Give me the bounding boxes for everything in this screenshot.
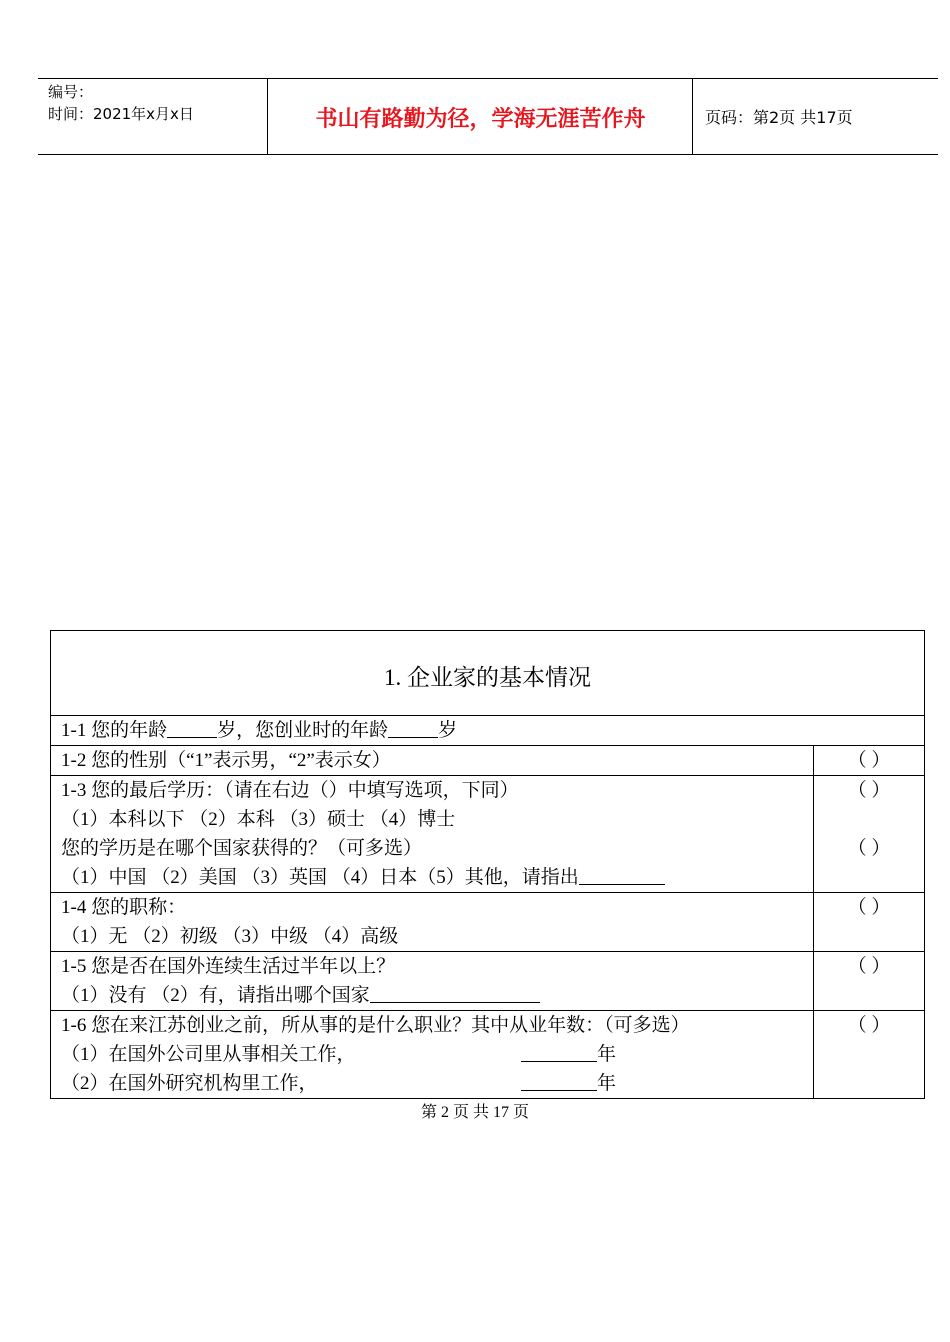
- question-cell: [51, 716, 925, 746]
- question-text: 岁，您创业时的年龄: [217, 720, 389, 741]
- answer-cell: [814, 1011, 925, 1099]
- header-meta: [48, 81, 194, 125]
- question-row-1-1: [51, 716, 925, 746]
- answer-cell: [814, 893, 925, 952]
- header-bottom-rule: [38, 154, 938, 155]
- question-cell: [51, 952, 814, 1011]
- answer-cell: [814, 746, 925, 776]
- section-title-cell: [51, 631, 925, 716]
- question-1-1: [51, 716, 924, 745]
- question-1-3: 1-3 您的最后学历：（请在右边（）中填写选项，下同）: [61, 780, 519, 801]
- question-row-1-3: [51, 776, 925, 893]
- option-text: （1）在国外公司里从事相关工作，: [61, 1044, 356, 1065]
- time-label: 时间：2021年x月x日: [48, 105, 194, 123]
- question-text: 1-1 您的年龄: [61, 720, 168, 741]
- startup-age-blank[interactable]: [388, 719, 438, 738]
- answer-box[interactable]: （ ）: [847, 897, 891, 918]
- sub-question-1-3: 您的学历是在哪个国家获得的？（可多选）: [61, 838, 423, 859]
- unit-text: 年: [597, 1044, 617, 1065]
- other-country-blank[interactable]: [579, 866, 665, 885]
- answer-box[interactable]: （ ）: [847, 750, 891, 771]
- answer-box[interactable]: （ ）: [847, 780, 891, 801]
- page-info: 页码：第2页 共17页: [705, 108, 853, 127]
- question-cell: [51, 893, 814, 952]
- answer-box[interactable]: （ ）: [847, 838, 891, 859]
- options-text: （1）没有 （2）有，请指出哪个国家: [61, 985, 370, 1006]
- unit-text: 年: [597, 1073, 617, 1094]
- sub-options-1-3: [51, 863, 813, 892]
- options-1-3: （1）本科以下 （2）本科 （3）硕士 （4）博士: [61, 809, 456, 830]
- questionnaire-table: [50, 630, 925, 1099]
- option-1-6-2: [51, 1069, 813, 1098]
- page-header: [38, 78, 938, 155]
- question-cell: [51, 776, 814, 893]
- option-1-6-1: [51, 1040, 813, 1069]
- motto: 书山有路勤为径，学海无涯苦作舟: [315, 106, 646, 132]
- answer-box[interactable]: （ ）: [847, 1015, 891, 1036]
- question-text: 岁: [438, 720, 458, 741]
- footer-text: 页: [513, 1104, 530, 1121]
- options-text: （1）中国 （2）美国 （3）英国 （4）日本（5）其他，请指出: [61, 867, 579, 888]
- header-top-rule: [38, 78, 938, 79]
- question-1-2: 1-2 您的性别（“1”表示男，“2”表示女）: [61, 750, 391, 771]
- question-row-1-5: [51, 952, 925, 1011]
- option-text: （2）在国外研究机构里工作，: [61, 1073, 318, 1094]
- answer-box[interactable]: （ ）: [847, 956, 891, 977]
- options-1-4: （1）无 （2）初级 （3）中级 （4）高级: [61, 926, 399, 947]
- section-title: 1. 企业家的基本情况: [384, 664, 591, 690]
- question-cell: [51, 1011, 814, 1099]
- question-1-4: 1-4 您的职称：: [61, 897, 187, 918]
- question-row-1-2: [51, 746, 925, 776]
- question-row-1-4: [51, 893, 925, 952]
- answer-cell: [814, 952, 925, 1011]
- age-blank[interactable]: [167, 719, 217, 738]
- serial-label: 编号：: [48, 83, 94, 101]
- footer-text: 第: [420, 1104, 437, 1121]
- section-title-row: [51, 631, 925, 716]
- years-blank[interactable]: [521, 1072, 597, 1091]
- years-blank[interactable]: [521, 1043, 597, 1062]
- question-row-1-6: [51, 1011, 925, 1099]
- options-1-5: [51, 981, 813, 1010]
- question-1-6: 1-6 您在来江苏创业之前，所从事的是什么职业？其中从业年数：（可多选）: [61, 1015, 690, 1036]
- answer-cell: [814, 776, 925, 893]
- footer-text: 页 共: [452, 1104, 489, 1121]
- footer-total-pages: 17: [493, 1104, 509, 1121]
- question-cell: [51, 746, 814, 776]
- question-1-5: 1-5 您是否在国外连续生活过半年以上？: [61, 956, 396, 977]
- page-footer: [0, 1099, 950, 1122]
- footer-page-number: 2: [440, 1104, 449, 1121]
- country-blank[interactable]: [370, 984, 540, 1003]
